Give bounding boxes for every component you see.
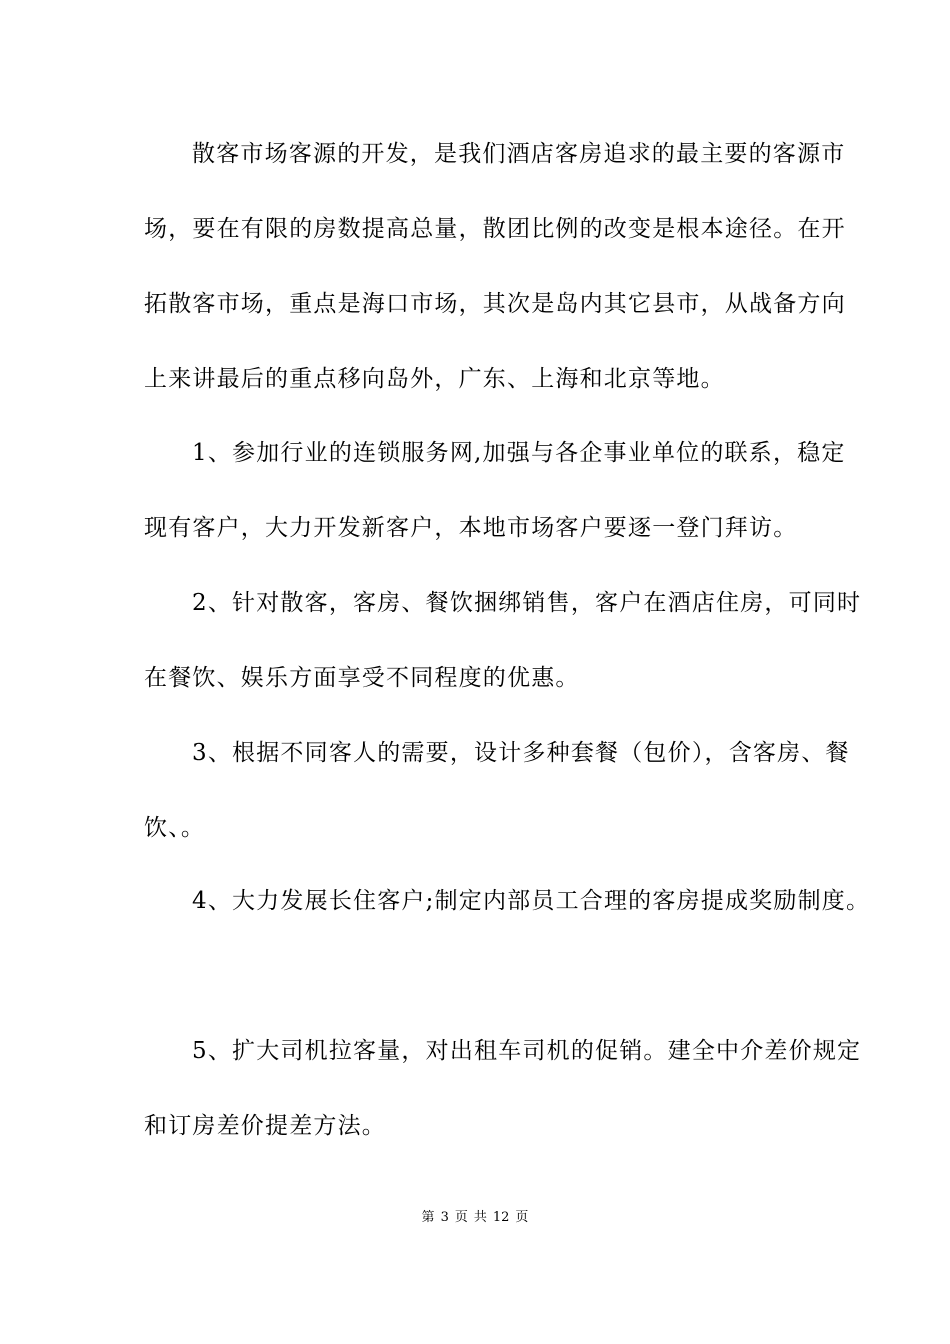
paragraph-1-line-2: 场，要在有限的房数提高总量，散团比例的改变是根本途径。在开 [144,216,846,242]
item-5-line-2: 和订房差价提差方法。 [144,1113,386,1139]
footer-total-pages: 12 [492,1210,510,1225]
item-4-line-1: 4、大力发展长住客户;制定内部员工合理的客房提成奖励制度。 [192,888,871,914]
paragraph-1-line-3: 拓散客市场，重点是海口市场，其次是岛内其它县市，从战备方向 [144,291,846,317]
item-5-line-1: 5、扩大司机拉客量，对出租车司机的促销。建全中介差价规定 [192,1038,862,1064]
footer-suffix: 页 [515,1210,529,1225]
item-2-line-1: 2、针对散客，客房、餐饮捆绑销售，客户在酒店住房，可同时 [192,590,862,616]
item-1-line-1: 1、参加行业的连锁服务网,加强与各企事业单位的联系，稳定 [192,440,846,466]
item-3-line-1: 3、根据不同客人的需要，设计多种套餐（包价），含客房、餐 [192,740,850,766]
footer-prefix: 第 [421,1210,435,1225]
paragraph-1-line-4: 上来讲最后的重点移向岛外，广东、上海和北京等地。 [144,366,725,392]
item-3-line-2: 饮、。 [144,815,206,841]
paragraph-1-line-1: 散客市场客源的开发，是我们酒店客房追求的最主要的客源市 [192,141,846,167]
footer-total-label: 共 [473,1210,487,1225]
footer-page-label: 页 [454,1210,468,1225]
footer-page-number: 3 [440,1210,449,1225]
item-1-line-2: 现有客户，大力开发新客户，本地市场客户要逐一登门拜访。 [144,515,798,541]
item-2-line-2: 在餐饮、娱乐方面享受不同程度的优惠。 [144,665,580,691]
page-footer [0,1208,950,1228]
